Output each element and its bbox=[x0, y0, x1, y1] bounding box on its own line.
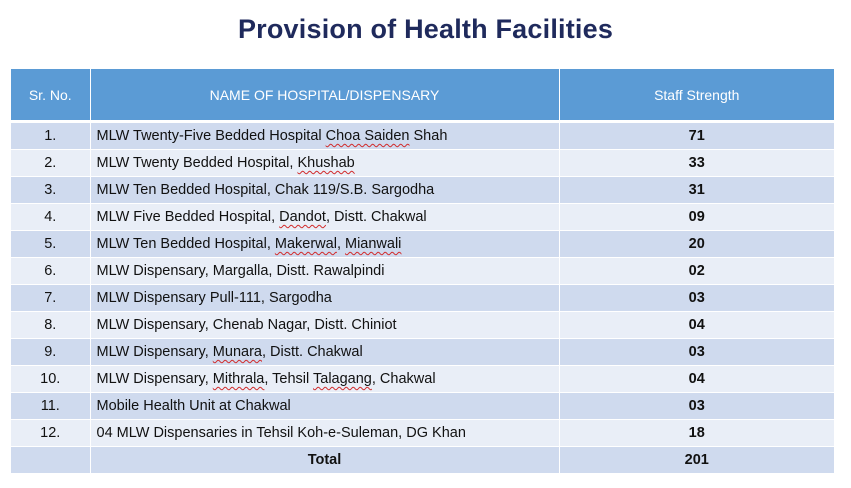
name-cell: Mobile Health Unit at Chakwal bbox=[90, 393, 559, 420]
table-row bbox=[11, 393, 834, 420]
table-row bbox=[11, 204, 834, 231]
staff-cell: 20 bbox=[559, 231, 834, 258]
sr-no-cell: 8. bbox=[11, 312, 90, 339]
name-cell: MLW Five Bedded Hospital, Dandot, Distt. Chakwal bbox=[90, 204, 559, 231]
table-row bbox=[11, 258, 834, 285]
total-label: Total bbox=[90, 447, 559, 474]
sr-no-cell: 5. bbox=[11, 231, 90, 258]
header-name: NAME OF HOSPITAL/DISPENSARY bbox=[90, 69, 559, 122]
staff-cell: 03 bbox=[559, 339, 834, 366]
staff-cell: 04 bbox=[559, 366, 834, 393]
name-cell: MLW Dispensary, Margalla, Distt. Rawalpindi bbox=[90, 258, 559, 285]
sr-no-cell: 3. bbox=[11, 177, 90, 204]
table-row bbox=[11, 312, 834, 339]
sr-no-cell: 1. bbox=[11, 122, 90, 150]
staff-cell: 71 bbox=[559, 122, 834, 150]
name-cell: MLW Dispensary Pull-111, Sargodha bbox=[90, 285, 559, 312]
header-staff-strength: Staff Strength bbox=[559, 69, 834, 122]
staff-cell: 31 bbox=[559, 177, 834, 204]
name-cell: MLW Dispensary, Munara, Distt. Chakwal bbox=[90, 339, 559, 366]
sr-no-cell: 4. bbox=[11, 204, 90, 231]
table-header-row bbox=[11, 69, 834, 122]
name-cell: 04 MLW Dispensaries in Tehsil Koh-e-Suleman, DG Khan bbox=[90, 420, 559, 447]
staff-cell: 18 bbox=[559, 420, 834, 447]
staff-cell: 04 bbox=[559, 312, 834, 339]
table-row bbox=[11, 150, 834, 177]
table-row bbox=[11, 177, 834, 204]
sr-no-cell: 10. bbox=[11, 366, 90, 393]
sr-no-cell: 2. bbox=[11, 150, 90, 177]
staff-cell: 03 bbox=[559, 393, 834, 420]
table-row bbox=[11, 122, 834, 150]
page-title: Provision of Health Facilities bbox=[237, 14, 614, 44]
table-row bbox=[11, 285, 834, 312]
facilities-table bbox=[11, 69, 834, 474]
total-row bbox=[11, 447, 834, 474]
name-cell: MLW Ten Bedded Hospital, Makerwal, Mianwali bbox=[90, 231, 559, 258]
name-cell: MLW Ten Bedded Hospital, Chak 119/S.B. Sargodha bbox=[90, 177, 559, 204]
staff-cell: 02 bbox=[559, 258, 834, 285]
header-sr-no: Sr. No. bbox=[11, 69, 90, 122]
staff-cell: 09 bbox=[559, 204, 834, 231]
staff-cell: 33 bbox=[559, 150, 834, 177]
table-row bbox=[11, 420, 834, 447]
sr-no-cell: 9. bbox=[11, 339, 90, 366]
name-cell: MLW Twenty-Five Bedded Hospital Choa Saiden Shah bbox=[90, 122, 559, 150]
sr-no-cell: 7. bbox=[11, 285, 90, 312]
name-cell: MLW Twenty Bedded Hospital, Khushab bbox=[90, 150, 559, 177]
name-cell: MLW Dispensary, Chenab Nagar, Distt. Chiniot bbox=[90, 312, 559, 339]
table-row bbox=[11, 339, 834, 366]
sr-no-cell: 12. bbox=[11, 420, 90, 447]
sr-no-cell: 11. bbox=[11, 393, 90, 420]
sr-no-cell: 6. bbox=[11, 258, 90, 285]
staff-cell: 03 bbox=[559, 285, 834, 312]
name-cell: MLW Dispensary, Mithrala, Tehsil Talagang, Chakwal bbox=[90, 366, 559, 393]
sr-no-cell bbox=[11, 447, 90, 474]
table-row bbox=[11, 366, 834, 393]
table-row bbox=[11, 231, 834, 258]
total-value: 201 bbox=[559, 447, 834, 474]
